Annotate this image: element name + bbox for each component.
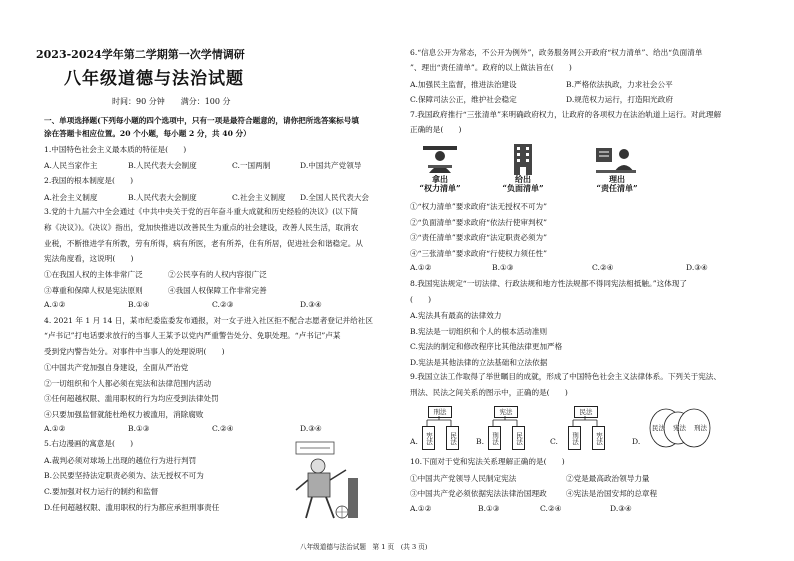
q4-stem-line2: “卢书记”打电话要求放行的当事人王某予以党内严重警告处分、免职处理。“卢书记”卢某 — [44, 331, 341, 340]
q8-option-c[interactable]: C.宪法的制定和修改程序比其他法律更加严格 — [410, 342, 563, 351]
section-heading: 一、单项选择题(下列每小题的四个选项中，只有一项是最符合题意的，请你把所选答案标号填 — [44, 116, 359, 125]
q9b-connectors — [484, 416, 528, 426]
q9c-xianfa-box: 宪法 — [592, 426, 605, 450]
q3-item-4: ④我国人权保障工作非常完善 — [168, 286, 267, 295]
q8-option-d[interactable]: D.宪法是其他法律的立法基础和立法依据 — [410, 358, 548, 367]
q10-item-3: ③中国共产党必须依据宪法法律治国理政 — [410, 489, 547, 498]
q9b-minfa-box: 民法 — [512, 426, 525, 450]
q5-stem: 5.右边漫画的寓意是( ) — [44, 439, 134, 448]
q9c-connectors — [564, 416, 608, 426]
q9-option-a[interactable]: A. — [410, 437, 418, 446]
q3-stem-line3: 业税，不断推进学有所教，劳有所得，病有所医，老有所养，住有所居，促进社会和谐稳定。从 — [44, 239, 363, 248]
q10-option-a[interactable]: A.①② — [410, 504, 432, 513]
q5-option-a[interactable]: A.裁判必须对球场上出现的越位行为进行判罚 — [44, 456, 197, 465]
q10-option-c[interactable]: C.②④ — [540, 504, 562, 513]
q4-option-c[interactable]: C.②④ — [212, 424, 234, 433]
q6-stem-line1: 6.“信息公开为常态，不公开为例外”，政务服务网公开政府“权力清单”、给出“负面清单 — [410, 48, 703, 57]
q10-option-b[interactable]: B.①③ — [478, 504, 500, 513]
q9-stem-line1: 9.我国立法工作取得了举世瞩目的成就，形成了中国特色社会主义法律体系。下列关于宪法、 — [410, 372, 721, 381]
q10-option-d[interactable]: D.③④ — [610, 504, 632, 513]
q1-option-c[interactable]: C.一国两制 — [232, 161, 271, 170]
q7-item-2: ②“负面清单”要求政府“依法行使审判权” — [410, 218, 548, 227]
q4-item-4: ④只要加强监督就能杜绝权力被滥用，消除腐败 — [44, 410, 204, 419]
q4-item-2: ②一切组织和个人都必须在宪法和法律范围内活动 — [44, 379, 212, 388]
q9-option-d[interactable]: D. — [632, 437, 641, 446]
q7-option-a[interactable]: A.①② — [410, 263, 432, 272]
q7-item-4: ④“三张清单”要求政府“行使权力须任性” — [410, 249, 548, 258]
power-list-caption-text: 拿出 “权力清单” — [419, 174, 461, 193]
q4-stem-line1: 4. 2021 年 1 月 14 日，某市纪委监委发布通报，对一女子进入社区拒不配合志愿者登记并给社区 — [44, 316, 373, 325]
q10-item-1: ①中国共产党领导人民制定宪法 — [410, 474, 517, 483]
q3-stem-line1: 3.党的十九届六中全会通过《中共中央关于党的百年奋斗重大成就和历史经验的决议》(以下简 — [44, 207, 358, 216]
page-footer: 八年级道德与法治试题 第 1 页 (共 3 页) — [300, 543, 428, 551]
q3-option-a[interactable]: A.①② — [44, 300, 66, 309]
q9-option-c[interactable]: C. — [550, 437, 558, 446]
q9b-xingfa-box: 刑法 — [488, 426, 501, 450]
q9c-minfa-box: 民法 — [574, 406, 598, 418]
negative-list-icon — [508, 142, 538, 175]
q3-option-d[interactable]: D.③④ — [300, 300, 322, 309]
q3-stem-line2: 称《决议》)。《决议》指出，党加快推进以改善民生为重点的社会建设，改善人民生活，取消农 — [44, 223, 359, 232]
q2-stem: 2.我国的根本制度是( ) — [44, 176, 134, 185]
q7-option-c[interactable]: C.②④ — [592, 263, 614, 272]
q6-option-b[interactable]: B.严格依法执政，力求社会公平 — [566, 80, 673, 89]
q8-option-a[interactable]: A.宪法具有最高的法律效力 — [410, 311, 502, 320]
q9d-xingfa-label: 刑法 — [694, 424, 707, 432]
q2-option-a[interactable]: A.社会主义制度 — [44, 193, 98, 202]
q6-stem-line2: ”、理出“责任清单”。政府的以上做法旨在( ) — [410, 63, 572, 72]
q1-stem: 1.中国特色社会主义最本质的特征是( ) — [44, 145, 187, 154]
q4-option-d[interactable]: D.③④ — [300, 424, 322, 433]
q6-option-d[interactable]: D.规范权力运行，打造阳光政府 — [566, 95, 673, 104]
q9-stem-line2: 刑法、民法之间关系的图示中，正确的是( ) — [410, 388, 568, 397]
negative-list-caption-text: 给出 “负面清单” — [502, 174, 544, 193]
q9-option-b[interactable]: B. — [476, 437, 484, 446]
q7-stem-line1: 7.我国政府推行“三张清单”来明确政府权力，让政府的各项权力在法治轨道上运行。对此理解 — [410, 110, 722, 119]
q4-stem-line3: 受到党内警告处分。对事件中当事人的处理说明( ) — [44, 347, 225, 356]
q8-option-b[interactable]: B.宪法是一切组织和个人的根本活动准则 — [410, 327, 548, 336]
cartoon-image — [290, 440, 362, 528]
q2-option-d[interactable]: D.全国人民代表大会 — [300, 193, 369, 202]
q9a-connectors — [418, 416, 462, 426]
negative-list-caption — [488, 175, 558, 193]
time-score: 时间：90 分钟 满分：100 分 — [112, 97, 231, 106]
q9d-xianfa-label: 宪法 — [673, 424, 686, 432]
q3-item-2: ②公民享有的人权内容很广泛 — [168, 270, 267, 279]
responsibility-list-caption-text: 理出 “责任清单” — [596, 174, 638, 193]
q5-option-b[interactable]: B.公民要坚持法定职责必须为、法无授权不可为 — [44, 471, 204, 480]
subject-title: 八年级道德与法治试题 — [64, 69, 244, 89]
q3-item-1: ①在我国人权的主体非常广泛 — [44, 270, 143, 279]
q4-option-a[interactable]: A.①② — [44, 424, 66, 433]
q4-item-1: ①中国共产党加强自身建设，全面从严治党 — [44, 363, 189, 372]
q7-stem-line2: 正确的是( ) — [410, 125, 462, 134]
q4-item-3: ③任何超越权限、滥用职权的行为均应受到法律处罚 — [44, 394, 219, 403]
q8-stem-line2: ( ) — [410, 295, 432, 304]
q9d-minfa-label: 民法 — [652, 424, 665, 432]
q2-option-b[interactable]: B.人民代表大会制度 — [128, 193, 197, 202]
q10-stem: 10.下面对于党和宪法关系理解正确的是( ) — [410, 457, 565, 466]
q1-option-d[interactable]: D.中国共产党领导 — [300, 161, 362, 170]
q6-option-a[interactable]: A.加强民主监督，推进法治建设 — [410, 80, 517, 89]
q7-item-1: ①“权力清单”要求政府“法无授权不可为” — [410, 202, 548, 211]
q3-option-c[interactable]: C.②③ — [212, 300, 234, 309]
q10-item-4: ④宪法是治国安邦的总章程 — [566, 489, 658, 498]
q3-stem-line4: 宪法角度看，这说明( ) — [44, 254, 134, 263]
q3-item-3: ③尊重和保障人权是宪法原则 — [44, 286, 143, 295]
q7-option-d[interactable]: D.③④ — [686, 263, 708, 272]
q6-option-c[interactable]: C.保障司法公正，维护社会稳定 — [410, 95, 517, 104]
power-list-caption — [405, 175, 475, 193]
section-heading-cont: 涂在答题卡相应位置。20 个小题，每小题 2 分，共 40 分） — [44, 129, 251, 138]
power-list-icon — [420, 145, 460, 175]
q9b-xianfa-box: 宪法 — [494, 406, 518, 418]
responsibility-list-caption — [582, 175, 652, 193]
q5-option-c[interactable]: C.要加强对权力运行的制约和监督 — [44, 487, 159, 496]
q3-option-b[interactable]: B.①④ — [128, 300, 150, 309]
q1-option-b[interactable]: B.人民代表大会制度 — [128, 161, 197, 170]
q7-item-3: ③“责任清单”要求政府“法定职责必须为” — [410, 233, 548, 242]
q9a-minfa-box: 民法 — [446, 426, 459, 450]
q2-option-c[interactable]: C.社会主义制度 — [232, 193, 286, 202]
q5-option-d[interactable]: D.任何超越权限、滥用职权的行为都应承担刑事责任 — [44, 503, 220, 512]
responsibility-list-icon — [594, 146, 638, 176]
q8-stem-line1: 8.我国宪法规定“一切法律、行政法规和地方性法规都不得同宪法相抵触。”这体现了 — [410, 279, 687, 288]
q9a-xianfa-box: 宪法 — [422, 426, 435, 450]
q7-option-b[interactable]: B.①③ — [492, 263, 514, 272]
q9a-xingfa-box: 刑法 — [428, 406, 452, 418]
q4-option-b[interactable]: B.①③ — [128, 424, 150, 433]
exam-title: 2023-2024学年第二学期第一次学情调研 — [36, 48, 245, 61]
q9c-xingfa-box: 刑法 — [568, 426, 581, 450]
q1-option-a[interactable]: A.人民当家作主 — [44, 161, 98, 170]
q10-item-2: ②党是最高政治领导力量 — [566, 474, 650, 483]
